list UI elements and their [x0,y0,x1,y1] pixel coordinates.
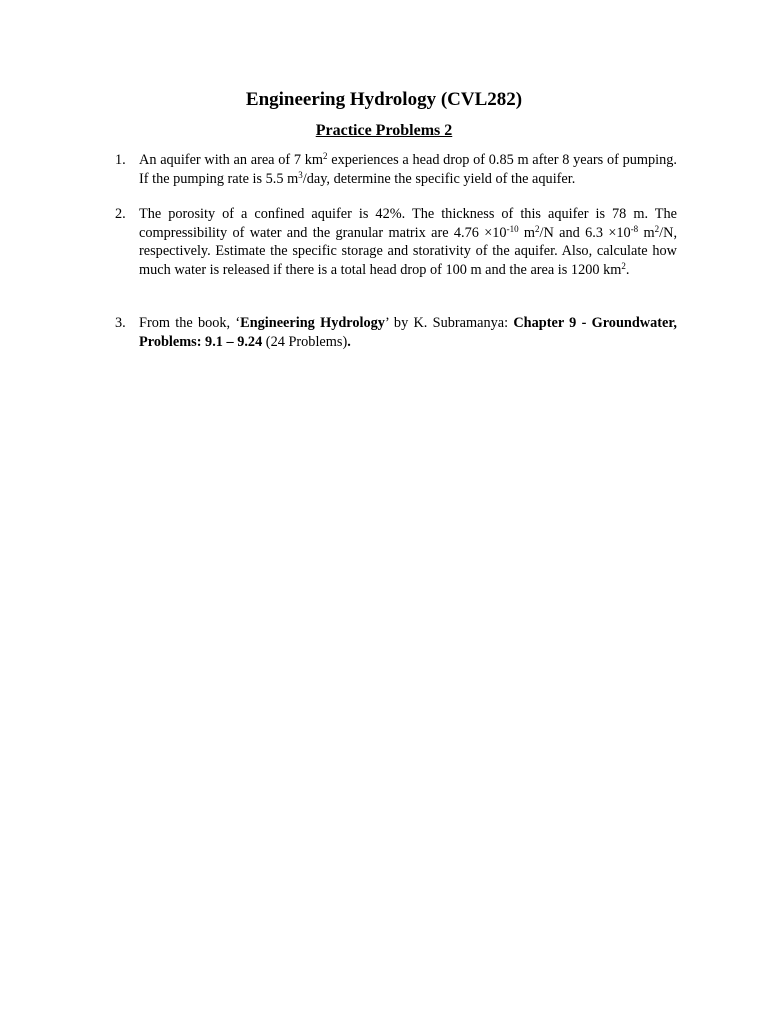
document-subtitle [0,121,768,141]
problem-text-part: experiences a head drop of 0.85 m after 8 years of pumping. If the pumping rate is 5.5 m [139,152,677,187]
problem-number: 2. [115,206,126,222]
problem-text-part: m [638,224,655,241]
problem-item [115,314,677,351]
problem-text-part: m [518,224,536,241]
problem-item [115,205,677,279]
superscript: -10 [506,223,519,234]
problem-text [139,205,677,279]
problem-text [139,314,677,351]
problem-text-part: From the book, ‘ [139,315,241,331]
problem-text-part: ’ by K. Subramanya: [384,315,514,331]
problem-item [115,151,677,188]
problem-number: 1. [115,152,126,168]
subtitle-text: Practice Problems 2 [315,122,453,139]
problem-text-part: /day, determine the specific yield of the aquifer. [302,170,576,187]
problem-number: 3. [115,315,126,331]
problem-text-part: . [625,261,630,278]
superscript: 2 [621,260,626,271]
problem-text-part: ) [342,333,348,350]
problem-text-part: (24 Problems [262,333,343,350]
chapter-reference: Chapter 9 - Groundwater, Problems: 9.1 – 9.24 [139,315,677,350]
document-title: Engineering Hydrology (CVL282) [245,89,523,110]
superscript: 3 [298,169,303,180]
problem-text-part: /N, respectively. Estimate the specific storage and storativity of the aquifer. Also, calculate how much water is released if there is a total head drop of 100 m and the area is 1200 km [139,224,678,278]
problem-text [139,151,677,188]
superscript: 2 [323,151,328,161]
superscript: 2 [535,223,540,234]
book-title: Engineering Hydrology [240,315,385,331]
problem-text-part: The porosity of a confined aquifer is 42%. The thickness of this aquifer is 78 m. The compressibility of water and the granular matrix are 4.76 ×10 [139,206,677,241]
superscript: 2 [654,223,660,234]
problem-text-part: An aquifer with an area of 7 km [139,152,324,168]
problem-text-part: . [347,333,351,350]
problem-text-part: /N and 6.3 ×10 [539,224,631,241]
superscript: -8 [630,223,639,234]
